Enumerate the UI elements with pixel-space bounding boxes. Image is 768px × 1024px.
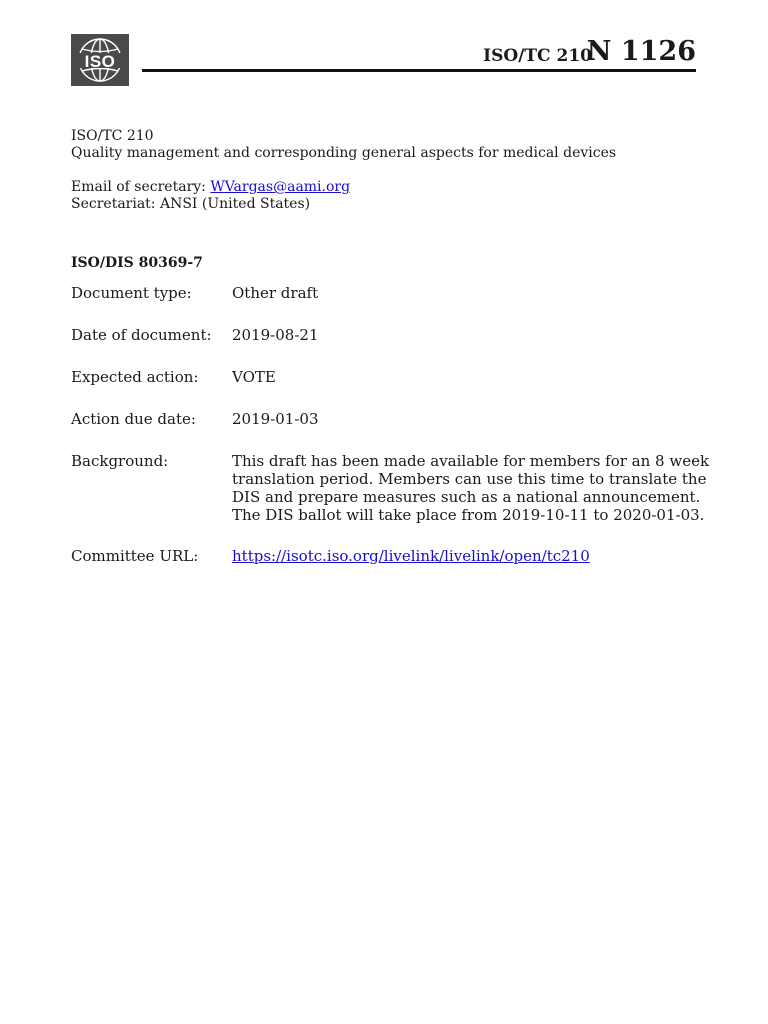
committee-url-link[interactable]: https://isotc.iso.org/livelink/livelink/open/tc210 — [232, 547, 590, 565]
expected-action-label: Expected action: — [71, 368, 199, 386]
header-committee: ISO/TC 210 — [483, 46, 592, 66]
background-label: Background: — [71, 452, 169, 470]
document-id: ISO/DIS 80369-7 — [71, 255, 203, 271]
background-line: translation period. Members can use this time to translate the — [232, 470, 707, 488]
committee-url-label: Committee URL: — [71, 547, 199, 565]
date-label: Date of document: — [71, 326, 212, 344]
background-line: DIS and prepare measures such as a national announcement. — [232, 488, 701, 506]
iso-logo — [71, 34, 129, 86]
email-label: Email of secretary: — [71, 179, 211, 195]
background-text — [232, 452, 710, 524]
iso-globe-icon — [71, 34, 129, 86]
due-date-label: Action due date: — [71, 410, 196, 428]
background-line: This draft has been made available for members for an 8 week — [232, 452, 710, 470]
secretary-email-link[interactable]: WVargas@aami.org — [210, 179, 351, 195]
document-type-label: Document type: — [71, 284, 192, 302]
document-type-value: Other draft — [232, 284, 319, 302]
document-number: N 1126 — [586, 36, 696, 67]
committee-title: Quality management and corresponding general aspects for medical devices — [71, 145, 617, 161]
background-line: The DIS ballot will take place from 2019-10-11 to 2020-01-03. — [232, 506, 705, 524]
header-rule — [142, 69, 696, 72]
secretariat-line: Secretariat: ANSI (United States) — [71, 196, 311, 212]
date-value: 2019-08-21 — [232, 326, 319, 344]
committee-line: ISO/TC 210 — [71, 128, 154, 144]
due-date-value: 2019-01-03 — [232, 410, 319, 428]
logo-text: ISO — [84, 52, 116, 71]
expected-action-value: VOTE — [232, 368, 276, 386]
secretary-email-line — [71, 178, 350, 196]
